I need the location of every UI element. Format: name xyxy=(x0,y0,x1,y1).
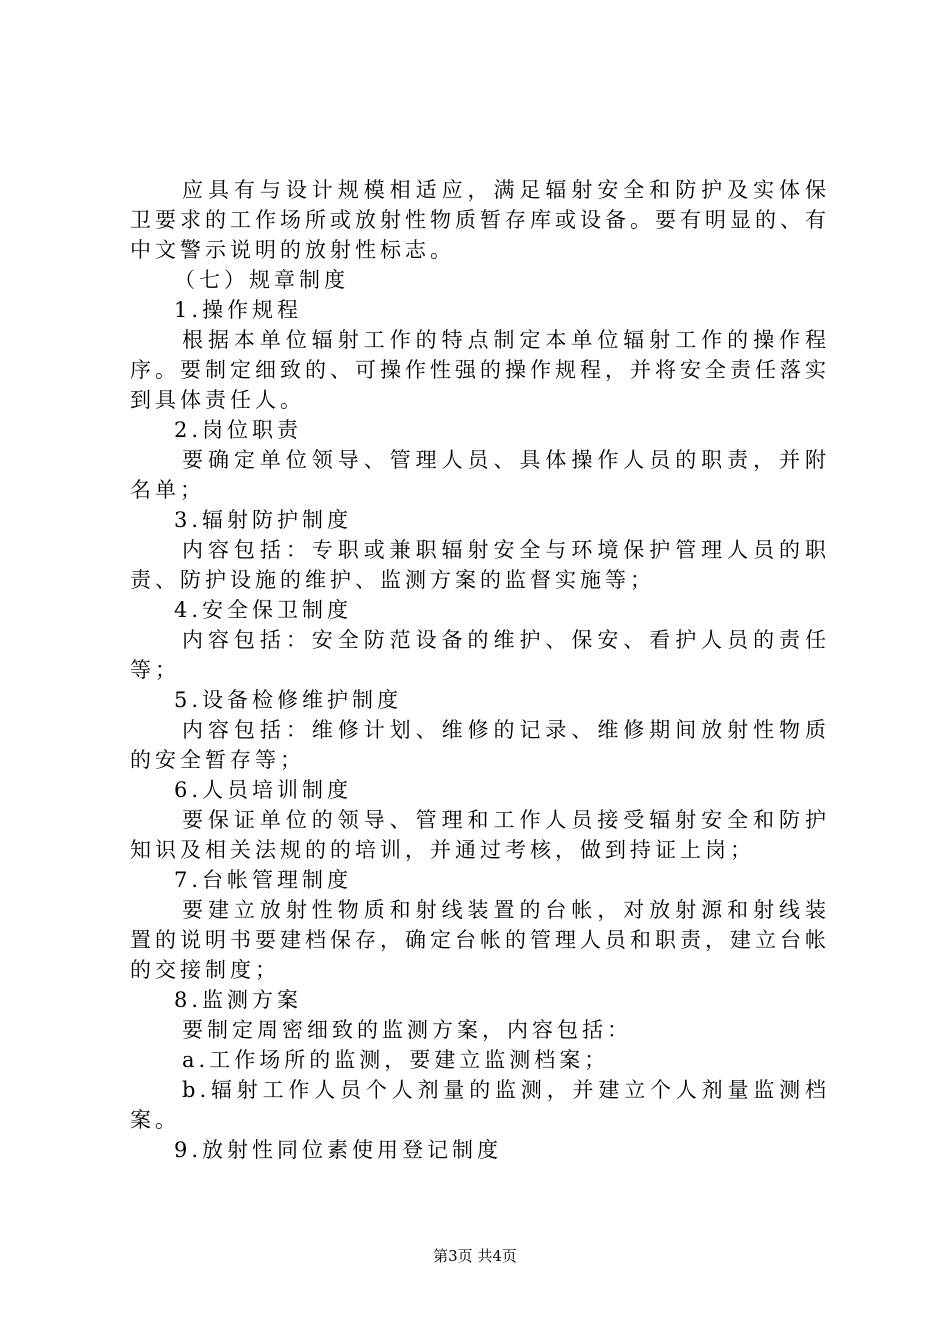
paragraph-operating-rules: 根据本单位辐射工作的特点制定本单位辐射工作的操作程序。要制定细致的、可操作性强的操作规程，并将安全责任落实到具体责任人。 xyxy=(130,328,830,412)
paragraph-monitoring-plan: 要制定周密细致的监测方案，内容包括： xyxy=(182,1018,632,1042)
item-heading-7: 7.台帐管理制度 xyxy=(174,868,353,892)
item-heading-4: 4.安全保卫制度 xyxy=(174,598,353,622)
section-heading-7: （七）规章制度 xyxy=(174,268,349,292)
document-body xyxy=(130,175,830,1165)
item-heading-9: 9.放射性同位素使用登记制度 xyxy=(174,1138,503,1162)
paragraph-security: 内容包括：安全防范设备的维护、保安、看护人员的责任等； xyxy=(130,628,830,682)
page-footer: 第3页 共4页 xyxy=(433,1247,517,1265)
paragraph-job-duties: 要确定单位领导、管理人员、具体操作人员的职责，并附名单； xyxy=(130,448,830,502)
item-heading-8: 8.监测方案 xyxy=(174,988,303,1012)
item-heading-5: 5.设备检修维护制度 xyxy=(174,688,403,712)
item-heading-2: 2.岗位职责 xyxy=(174,418,303,442)
item-heading-6: 6.人员培训制度 xyxy=(174,778,353,802)
item-heading-3: 3.辐射防护制度 xyxy=(174,508,353,532)
paragraph-1: 应具有与设计规模相适应，满足辐射安全和防护及实体保卫要求的工作场所或放射性物质暂存库或设备。要有明显的、有中文警示说明的放射性标志。 xyxy=(130,178,830,262)
paragraph-radiation-protection: 内容包括：专职或兼职辐射安全与环境保护管理人员的职责、防护设施的维护、监测方案的监督实施等； xyxy=(130,538,830,592)
paragraph-monitoring-a: a.工作场所的监测，要建立监测档案； xyxy=(182,1048,610,1072)
paragraph-ledger: 要建立放射性物质和射线装置的台帐，对放射源和射线装置的说明书要建档保存，确定台帐的管理人员和职责，建立台帐的交接制度； xyxy=(130,898,830,982)
paragraph-maintenance: 内容包括：维修计划、维修的记录、维修期间放射性物质的安全暂存等； xyxy=(130,718,830,772)
paragraph-training: 要保证单位的领导、管理和工作人员接受辐射安全和防护知识及相关法规的的培训，并通过考核，做到持证上岗； xyxy=(130,808,830,862)
item-heading-1: 1.操作规程 xyxy=(174,298,303,322)
paragraph-monitoring-b: b.辐射工作人员个人剂量的监测，并建立个人剂量监测档案。 xyxy=(130,1078,830,1132)
